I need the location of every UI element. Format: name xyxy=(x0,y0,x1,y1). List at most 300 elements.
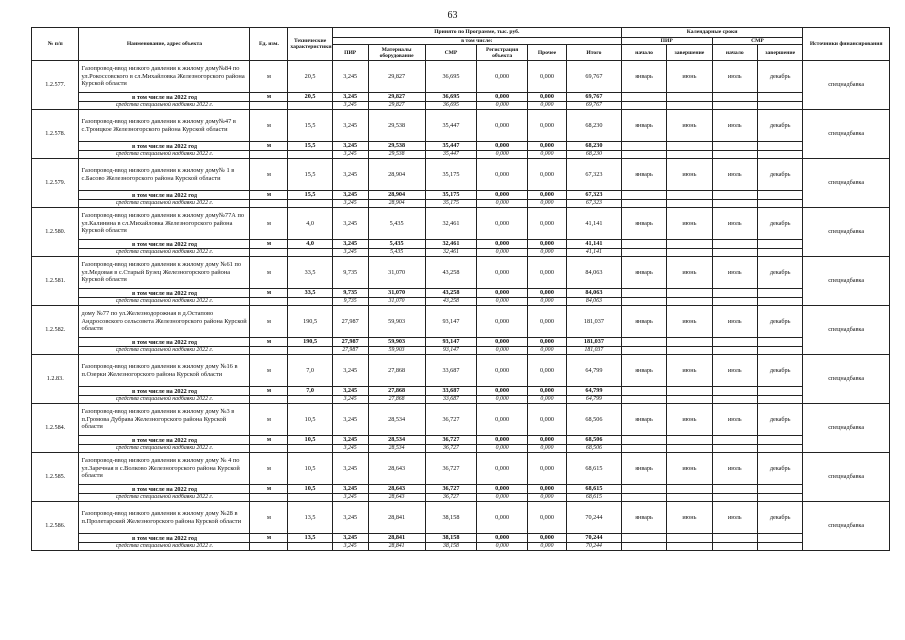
empty-cell xyxy=(621,494,666,502)
table-row-including-2022 xyxy=(32,387,890,396)
smr-cell: 38,158 xyxy=(425,502,477,534)
pir-start-cell: январь xyxy=(621,502,666,534)
empty-cell xyxy=(621,534,666,543)
empty-cell xyxy=(667,289,712,298)
smr-start-cell: июль xyxy=(712,159,757,191)
other-cell: 0,000 xyxy=(527,502,566,534)
empty-cell xyxy=(712,240,757,249)
header-smr-start: начало xyxy=(712,45,757,61)
empty-cell xyxy=(667,485,712,494)
including-total-cell: 181,037 xyxy=(566,338,621,347)
unit-cell: м xyxy=(250,453,288,485)
funds-total-cell: 181,037 xyxy=(566,347,621,355)
including-other-cell: 0,000 xyxy=(527,387,566,396)
empty-cell xyxy=(712,445,757,453)
including-smr-cell: 32,461 xyxy=(425,240,477,249)
empty-cell xyxy=(712,436,757,445)
funds-mat-cell: 28,534 xyxy=(368,445,425,453)
funds-smr-cell: 36,727 xyxy=(425,445,477,453)
table-row-including-2022 xyxy=(32,191,890,200)
funds-total-cell: 41,141 xyxy=(566,249,621,257)
funds-pir-cell: 3,245 xyxy=(332,396,368,404)
funds-reg-cell: 0,000 xyxy=(477,543,528,551)
empty-cell xyxy=(757,485,802,494)
funds-pir-cell: 3,245 xyxy=(332,445,368,453)
including-other-cell: 0,000 xyxy=(527,436,566,445)
including-other-cell: 0,000 xyxy=(527,485,566,494)
funds-other-cell: 0,000 xyxy=(527,200,566,208)
including-label: в том числе на 2022 год xyxy=(79,436,250,445)
empty-cell xyxy=(712,347,757,355)
funds-other-cell: 0,000 xyxy=(527,494,566,502)
total-cell: 181,037 xyxy=(566,306,621,338)
including-other-cell: 0,000 xyxy=(527,191,566,200)
including-reg-cell: 0,000 xyxy=(477,436,528,445)
registration-cell: 0,000 xyxy=(477,355,528,387)
header-cal-smr: СМР xyxy=(712,38,803,45)
empty-cell xyxy=(667,543,712,551)
including-unit-cell: м xyxy=(250,93,288,102)
funds-pir-cell: 9,735 xyxy=(332,298,368,306)
funds-other-cell: 0,000 xyxy=(527,445,566,453)
including-total-cell: 67,323 xyxy=(566,191,621,200)
header-num: № п/п xyxy=(32,28,79,61)
funds-other-cell: 0,000 xyxy=(527,543,566,551)
materials-cell: 29,827 xyxy=(368,61,425,93)
funds-total-cell: 64,799 xyxy=(566,396,621,404)
pir-end-cell: июнь xyxy=(667,306,712,338)
funds-pir-cell: 3,245 xyxy=(332,200,368,208)
empty-cell xyxy=(621,289,666,298)
empty-cell xyxy=(621,191,666,200)
table-row-special-funds xyxy=(32,445,890,453)
empty-cell xyxy=(621,347,666,355)
empty-cell xyxy=(250,396,288,404)
funds-label: средства специальной надбавки 2022 г. xyxy=(79,249,250,257)
including-pir-cell: 9,735 xyxy=(332,289,368,298)
object-name: Газопровод-ввод низкого давления к жилому дому№84 по ул.Рокоссовского в сл.Михайловка Железногорского района Курской области xyxy=(79,61,250,93)
including-tech-cell: 10,5 xyxy=(288,436,332,445)
including-tech-cell: 4,0 xyxy=(288,240,332,249)
pir-start-cell: январь xyxy=(621,355,666,387)
pir-cell: 9,735 xyxy=(332,257,368,289)
empty-cell xyxy=(712,534,757,543)
total-cell: 69,767 xyxy=(566,61,621,93)
registration-cell: 0,000 xyxy=(477,257,528,289)
smr-start-cell: июль xyxy=(712,453,757,485)
pir-end-cell: июнь xyxy=(667,404,712,436)
including-unit-cell: м xyxy=(250,142,288,151)
registration-cell: 0,000 xyxy=(477,61,528,93)
funds-pir-cell: 3,245 xyxy=(332,151,368,159)
funds-mat-cell: 28,841 xyxy=(368,543,425,551)
empty-cell xyxy=(712,494,757,502)
including-tech-cell: 10,5 xyxy=(288,485,332,494)
including-unit-cell: м xyxy=(250,534,288,543)
smr-start-cell: июль xyxy=(712,306,757,338)
materials-cell: 29,538 xyxy=(368,110,425,142)
funds-reg-cell: 0,000 xyxy=(477,396,528,404)
including-mat-cell: 29,827 xyxy=(368,93,425,102)
funds-pir-cell: 3,245 xyxy=(332,543,368,551)
funds-smr-cell: 36,727 xyxy=(425,494,477,502)
funds-smr-cell: 35,447 xyxy=(425,151,477,159)
source-cell: спецнадбавка xyxy=(803,306,890,355)
empty-cell xyxy=(667,240,712,249)
funds-total-cell: 69,767 xyxy=(566,102,621,110)
registration-cell: 0,000 xyxy=(477,502,528,534)
total-cell: 68,615 xyxy=(566,453,621,485)
registration-cell: 0,000 xyxy=(477,404,528,436)
other-cell: 0,000 xyxy=(527,61,566,93)
pir-cell: 27,987 xyxy=(332,306,368,338)
empty-cell xyxy=(621,102,666,110)
including-reg-cell: 0,000 xyxy=(477,240,528,249)
including-unit-cell: м xyxy=(250,191,288,200)
total-cell: 67,323 xyxy=(566,159,621,191)
tech-cell: 20,5 xyxy=(288,61,332,93)
pir-cell: 3,245 xyxy=(332,453,368,485)
header-name: Наименование, адрес объекта xyxy=(79,28,250,61)
table-row xyxy=(32,159,890,191)
header-tech: Технические характеристики xyxy=(288,28,332,61)
including-reg-cell: 0,000 xyxy=(477,534,528,543)
funds-label: средства специальной надбавки 2022 г. xyxy=(79,102,250,110)
page-number: 63 xyxy=(447,10,458,21)
table-row xyxy=(32,502,890,534)
empty-cell xyxy=(667,191,712,200)
empty-cell xyxy=(667,200,712,208)
funds-pir-cell: 27,987 xyxy=(332,347,368,355)
empty-cell xyxy=(250,151,288,159)
table-row-special-funds xyxy=(32,249,890,257)
pir-end-cell: июнь xyxy=(667,61,712,93)
object-name: Газопровод-ввод низкого давления к жилому дому№ 1 в с.Басово Железногорского района Курской области xyxy=(79,159,250,191)
smr-cell: 36,727 xyxy=(425,453,477,485)
funds-reg-cell: 0,000 xyxy=(477,249,528,257)
unit-cell: м xyxy=(250,404,288,436)
object-name: Газопровод-ввод низкого давления к жилому дому №28 в п.Пролетарский Железногорского района Курской области xyxy=(79,502,250,534)
empty-cell xyxy=(757,151,802,159)
including-smr-cell: 35,175 xyxy=(425,191,477,200)
funds-total-cell: 67,323 xyxy=(566,200,621,208)
including-pir-cell: 3,245 xyxy=(332,485,368,494)
empty-cell xyxy=(621,240,666,249)
table-row xyxy=(32,257,890,289)
table-row xyxy=(32,355,890,387)
total-cell: 84,063 xyxy=(566,257,621,289)
empty-cell xyxy=(288,543,332,551)
empty-cell xyxy=(757,298,802,306)
funds-label: средства специальной надбавки 2022 г. xyxy=(79,494,250,502)
including-reg-cell: 0,000 xyxy=(477,387,528,396)
funds-smr-cell: 36,695 xyxy=(425,102,477,110)
funds-label: средства специальной надбавки 2022 г. xyxy=(79,298,250,306)
including-total-cell: 41,141 xyxy=(566,240,621,249)
total-cell: 70,244 xyxy=(566,502,621,534)
funds-total-cell: 68,230 xyxy=(566,151,621,159)
empty-cell xyxy=(667,93,712,102)
funds-total-cell: 68,506 xyxy=(566,445,621,453)
table-row xyxy=(32,208,890,240)
row-number: 1.2.83. xyxy=(32,355,79,404)
other-cell: 0,000 xyxy=(527,453,566,485)
pir-end-cell: июнь xyxy=(667,257,712,289)
empty-cell xyxy=(667,396,712,404)
table-body xyxy=(32,61,890,551)
pir-cell: 3,245 xyxy=(332,61,368,93)
including-smr-cell: 93,147 xyxy=(425,338,477,347)
empty-cell xyxy=(712,151,757,159)
funds-mat-cell: 31,070 xyxy=(368,298,425,306)
smr-end-cell: декабрь xyxy=(757,110,802,142)
unit-cell: м xyxy=(250,355,288,387)
object-name: Газопровод-ввод низкого давления к жилому дому № 4 по ул.Заречная в с.Волково Железногорского района Курской области xyxy=(79,453,250,485)
funds-total-cell: 68,615 xyxy=(566,494,621,502)
empty-cell xyxy=(667,249,712,257)
empty-cell xyxy=(288,445,332,453)
row-number: 1.2.578. xyxy=(32,110,79,159)
including-unit-cell: м xyxy=(250,436,288,445)
empty-cell xyxy=(757,191,802,200)
empty-cell xyxy=(757,200,802,208)
smr-end-cell: декабрь xyxy=(757,159,802,191)
header-source: Источники финансирования xyxy=(803,28,890,61)
including-unit-cell: м xyxy=(250,485,288,494)
tech-cell: 13,5 xyxy=(288,502,332,534)
program-table xyxy=(31,27,890,551)
pir-cell: 3,245 xyxy=(332,110,368,142)
header-registration: Регистрация объекта xyxy=(477,45,528,61)
including-mat-cell: 59,903 xyxy=(368,338,425,347)
source-cell: спецнадбавка xyxy=(803,404,890,453)
including-tech-cell: 20,5 xyxy=(288,93,332,102)
funds-smr-cell: 32,461 xyxy=(425,249,477,257)
empty-cell xyxy=(621,485,666,494)
unit-cell: м xyxy=(250,159,288,191)
empty-cell xyxy=(712,387,757,396)
including-smr-cell: 33,687 xyxy=(425,387,477,396)
including-other-cell: 0,000 xyxy=(527,142,566,151)
object-name: Газопровод-ввод низкого давления к жилому дому №61 по ул.Медовая в с.Старый Бузец Железногорского района Курской области xyxy=(79,257,250,289)
smr-start-cell: июль xyxy=(712,110,757,142)
empty-cell xyxy=(667,298,712,306)
table-row-including-2022 xyxy=(32,534,890,543)
including-label: в том числе на 2022 год xyxy=(79,485,250,494)
table-row-including-2022 xyxy=(32,93,890,102)
including-tech-cell: 15,5 xyxy=(288,191,332,200)
including-reg-cell: 0,000 xyxy=(477,485,528,494)
pir-end-cell: июнь xyxy=(667,159,712,191)
funds-other-cell: 0,000 xyxy=(527,298,566,306)
other-cell: 0,000 xyxy=(527,257,566,289)
empty-cell xyxy=(757,347,802,355)
object-name: Газопровод-ввод низкого давления к жилому дому№47 в с.Троицкое Железногорского района Курской области xyxy=(79,110,250,142)
empty-cell xyxy=(250,249,288,257)
pir-cell: 3,245 xyxy=(332,208,368,240)
empty-cell xyxy=(667,494,712,502)
source-cell: спецнадбавка xyxy=(803,453,890,502)
smr-start-cell: июль xyxy=(712,257,757,289)
empty-cell xyxy=(757,387,802,396)
empty-cell xyxy=(667,102,712,110)
pir-cell: 3,245 xyxy=(332,355,368,387)
smr-start-cell: июль xyxy=(712,61,757,93)
tech-cell: 10,5 xyxy=(288,453,332,485)
header-pir: ПИР xyxy=(332,45,368,61)
funds-other-cell: 0,000 xyxy=(527,102,566,110)
funds-other-cell: 0,000 xyxy=(527,249,566,257)
pir-end-cell: июнь xyxy=(667,355,712,387)
empty-cell xyxy=(250,494,288,502)
empty-cell xyxy=(757,445,802,453)
empty-cell xyxy=(712,191,757,200)
funds-mat-cell: 59,903 xyxy=(368,347,425,355)
including-tech-cell: 33,5 xyxy=(288,289,332,298)
funds-reg-cell: 0,000 xyxy=(477,494,528,502)
empty-cell xyxy=(757,142,802,151)
empty-cell xyxy=(757,102,802,110)
pir-start-cell: январь xyxy=(621,306,666,338)
tech-cell: 15,5 xyxy=(288,159,332,191)
registration-cell: 0,000 xyxy=(477,306,528,338)
header-total: Итого xyxy=(566,45,621,61)
including-other-cell: 0,000 xyxy=(527,289,566,298)
funds-other-cell: 0,000 xyxy=(527,396,566,404)
including-smr-cell: 35,447 xyxy=(425,142,477,151)
empty-cell xyxy=(621,142,666,151)
empty-cell xyxy=(621,387,666,396)
registration-cell: 0,000 xyxy=(477,208,528,240)
other-cell: 0,000 xyxy=(527,110,566,142)
pir-cell: 3,245 xyxy=(332,159,368,191)
including-tech-cell: 190,5 xyxy=(288,338,332,347)
empty-cell xyxy=(712,200,757,208)
total-cell: 68,506 xyxy=(566,404,621,436)
unit-cell: м xyxy=(250,110,288,142)
empty-cell xyxy=(667,387,712,396)
row-number: 1.2.585. xyxy=(32,453,79,502)
materials-cell: 28,904 xyxy=(368,159,425,191)
including-total-cell: 84,063 xyxy=(566,289,621,298)
including-mat-cell: 29,538 xyxy=(368,142,425,151)
pir-start-cell: январь xyxy=(621,257,666,289)
funds-other-cell: 0,000 xyxy=(527,151,566,159)
empty-cell xyxy=(288,249,332,257)
empty-cell xyxy=(667,151,712,159)
other-cell: 0,000 xyxy=(527,159,566,191)
empty-cell xyxy=(757,436,802,445)
smr-cell: 36,727 xyxy=(425,404,477,436)
smr-start-cell: июль xyxy=(712,404,757,436)
smr-cell: 36,695 xyxy=(425,61,477,93)
tech-cell: 190,5 xyxy=(288,306,332,338)
table-row xyxy=(32,306,890,338)
table-row xyxy=(32,404,890,436)
empty-cell xyxy=(621,338,666,347)
empty-cell xyxy=(667,436,712,445)
funds-reg-cell: 0,000 xyxy=(477,445,528,453)
including-label: в том числе на 2022 год xyxy=(79,142,250,151)
including-label: в том числе на 2022 год xyxy=(79,534,250,543)
materials-cell: 5,435 xyxy=(368,208,425,240)
including-tech-cell: 7,0 xyxy=(288,387,332,396)
header-pir-start: начало xyxy=(621,45,666,61)
funds-pir-cell: 3,245 xyxy=(332,102,368,110)
source-cell: спецнадбавка xyxy=(803,208,890,257)
empty-cell xyxy=(667,347,712,355)
row-number: 1.2.586. xyxy=(32,502,79,551)
including-label: в том числе на 2022 год xyxy=(79,240,250,249)
empty-cell xyxy=(667,338,712,347)
empty-cell xyxy=(712,249,757,257)
total-cell: 64,799 xyxy=(566,355,621,387)
empty-cell xyxy=(250,347,288,355)
including-pir-cell: 27,987 xyxy=(332,338,368,347)
pir-end-cell: июнь xyxy=(667,453,712,485)
header-including: в том числе: xyxy=(332,38,621,45)
funds-label: средства специальной надбавки 2022 г. xyxy=(79,151,250,159)
source-cell: спецнадбавка xyxy=(803,355,890,404)
including-label: в том числе на 2022 год xyxy=(79,338,250,347)
pir-start-cell: январь xyxy=(621,208,666,240)
header-accepted: Принято по Программе, тыс. руб. xyxy=(332,28,621,38)
empty-cell xyxy=(667,142,712,151)
smr-end-cell: декабрь xyxy=(757,61,802,93)
including-pir-cell: 3,245 xyxy=(332,191,368,200)
object-name: Газопровод-ввод низкого давления к жилому дому №16 в п.Озерки Железногорского района Курской области xyxy=(79,355,250,387)
including-label: в том числе на 2022 год xyxy=(79,289,250,298)
table-row-including-2022 xyxy=(32,240,890,249)
smr-end-cell: декабрь xyxy=(757,453,802,485)
funds-label: средства специальной надбавки 2022 г. xyxy=(79,445,250,453)
funds-label: средства специальной надбавки 2022 г. xyxy=(79,543,250,551)
empty-cell xyxy=(757,240,802,249)
tech-cell: 33,5 xyxy=(288,257,332,289)
empty-cell xyxy=(250,543,288,551)
including-smr-cell: 43,258 xyxy=(425,289,477,298)
including-reg-cell: 0,000 xyxy=(477,289,528,298)
tech-cell: 4,0 xyxy=(288,208,332,240)
empty-cell xyxy=(712,485,757,494)
funds-mat-cell: 28,643 xyxy=(368,494,425,502)
empty-cell xyxy=(250,445,288,453)
empty-cell xyxy=(288,347,332,355)
including-smr-cell: 38,158 xyxy=(425,534,477,543)
empty-cell xyxy=(712,543,757,551)
including-total-cell: 70,244 xyxy=(566,534,621,543)
including-reg-cell: 0,000 xyxy=(477,191,528,200)
table-row-special-funds xyxy=(32,543,890,551)
row-number: 1.2.582. xyxy=(32,306,79,355)
including-mat-cell: 28,643 xyxy=(368,485,425,494)
empty-cell xyxy=(288,396,332,404)
empty-cell xyxy=(712,338,757,347)
pir-start-cell: январь xyxy=(621,404,666,436)
empty-cell xyxy=(757,93,802,102)
empty-cell xyxy=(621,436,666,445)
funds-total-cell: 84,063 xyxy=(566,298,621,306)
funds-mat-cell: 29,538 xyxy=(368,151,425,159)
source-cell: спецнадбавка xyxy=(803,502,890,551)
empty-cell xyxy=(712,298,757,306)
registration-cell: 0,000 xyxy=(477,110,528,142)
smr-cell: 32,461 xyxy=(425,208,477,240)
unit-cell: м xyxy=(250,257,288,289)
including-mat-cell: 28,534 xyxy=(368,436,425,445)
funds-mat-cell: 27,868 xyxy=(368,396,425,404)
table-row-special-funds xyxy=(32,102,890,110)
